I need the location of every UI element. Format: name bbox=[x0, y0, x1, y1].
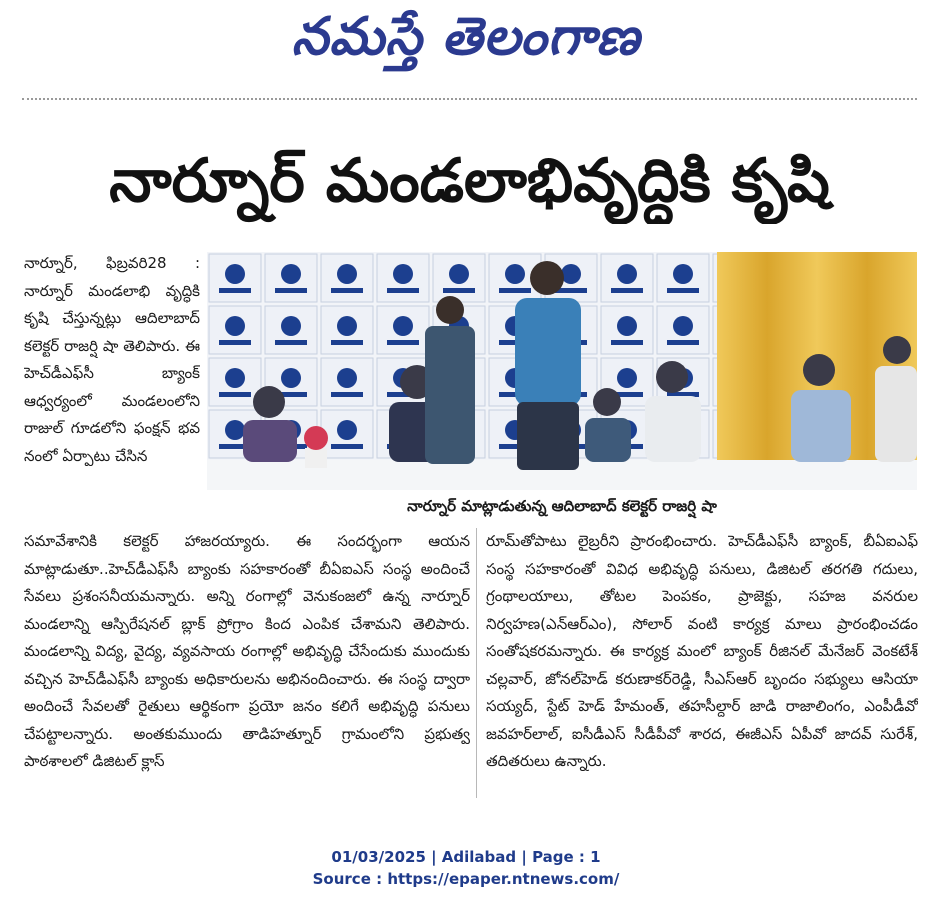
footer-edition-info: 01/03/2025 | Adilabad | Page : 1 bbox=[331, 848, 601, 866]
page-footer bbox=[0, 846, 932, 890]
article-body-right-column: రూమ్‌తోపాటు లైబ్రరీని ప్రారంభించారు. హెచ్‌డీఎఫ్‌సీ బ్యాంక్, బీఏఐఎఫ్ సంస్థ సహకారంతో వివిధ అభివృద్ధి పనులు, డిజిటల్ తరగతి గదులు, గ్రంథాలయాలు, తోటల పెంపకం, ప్రాజెక్టు, సహజ వనరుల నిర్వహణ(ఎన్‌ఆర్‌ఎం), సోలార్ వంటి కార్యక్ర మాలు ప్రారంభించడం సంతోషకరమన్నారు. ఈ కార్యక్ర మంలో బ్యాంక్ రీజినల్ మేనేజర్ వెంకటేశ్ చల్లవార్, జోనల్‌హెడ్ కరుణాకర్‌రెడ్డి, సీఎస్‌ఆర్ బృందం సభ్యులు ఆసియా సయ్యద్, స్టేట్ హెడ్ హేమంత్, తహసీల్దార్ జాడి రాజాలింగం, ఎంపీడీవో జవహర్‌లాల్, ఐసీడీఎస్ సీడీపీవో శారద, ఈజీఎస్ ఏపీవో జాదవ్ సురేశ్, తదితరులు ఉన్నారు. bbox=[486, 532, 918, 770]
masthead-title: నమస్తే తెలంగాణ bbox=[291, 7, 641, 67]
article-intro-column: నార్నూర్, ఫిబ్రవరి28 : నార్నూర్ మండలాభి వృద్ధికి కృషి చేస్తున్నట్లు ఆదిలాబాద్ కలెక్టర్ రాజర్షి షా తెలిపారు. ఈ హెచ్‌డీఎఫ్‌సీ బ్యాంక్ ఆధ్వర్యంలో మండలంలోని రాజుల్ గూడలోని ఫంక్షన్ భవ నంలో ఏర్పాటు చేసిన bbox=[24, 254, 200, 465]
footer-source-link[interactable]: Source : https://epaper.ntnews.com/ bbox=[312, 870, 620, 888]
article-headline: నార్నూర్ మండలాభివృద్ధికి కృషి bbox=[109, 146, 830, 216]
header-rule bbox=[22, 98, 917, 100]
article-body-left-column: సమావేశానికి కలెక్టర్ హాజరయ్యారు. ఈ సందర్భంగా ఆయన మాట్లాడుతూ..హెచ్‌డీఎఫ్‌సీ బ్యాంకు సహకారంతో బీఏఐఎస్ సంస్థ అందించే సేవలు ప్రశంసనీయమన్నారు. అన్ని రంగాల్లో వెనుకంజలో ఉన్న నార్నూర్ మండలాన్ని ఆస్పిరేషనల్ బ్లాక్ ప్రోగ్రాం కింద ఎంపిక చేశామని తెలిపారు. మండలాన్ని విద్య, వైద్య, వ్యవసాయ రంగాల్లో అభివృద్ధి చేసేందుకు ముందుకు వచ్చిన హెచ్‌డీఎఫ్‌సీ బ్యాంకు అధికారులను అభినందించారు. ఈ సంస్థ ద్వారా అందించే సేవలతో రైతులు ఆర్థికంగా ప్రయో జనం కలిగే అభివృద్ధి పనులు చేపట్టాలన్నారు. అంతకుముందు తాడిహత్నూర్ గ్రామంలోని ప్రభుత్వ పాఠశాలలో డిజిటల్ క్లాస్ bbox=[24, 532, 470, 770]
photo-illustration bbox=[207, 252, 917, 490]
column-divider bbox=[476, 528, 477, 798]
photo-caption: నార్నూర్ మాట్లాడుతున్న ఆదిలాబాద్ కలెక్టర్ రాజర్షి షా bbox=[407, 497, 717, 515]
article-photo bbox=[207, 252, 917, 490]
